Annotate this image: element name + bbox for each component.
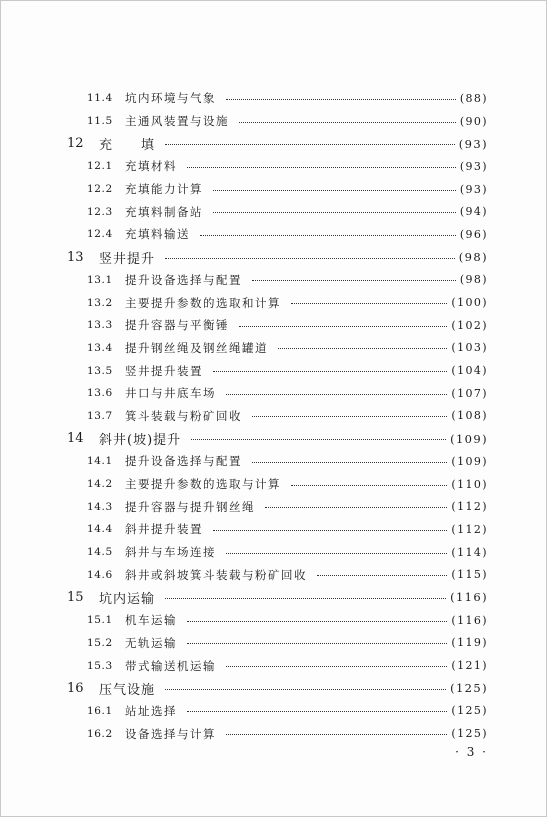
toc-entry-title: 充填能力计算 <box>125 182 203 197</box>
toc-section-row <box>1 87 546 110</box>
toc-section-row <box>1 722 546 745</box>
toc-chapter-row <box>1 132 546 155</box>
toc-entry-title: 斜井提升装置 <box>125 522 203 537</box>
toc-entry-title: 提升容器与平衡锤 <box>125 318 229 333</box>
toc-entry-number: 11.5 <box>87 115 113 128</box>
toc-section-row <box>1 200 546 223</box>
toc-entry-title: 主要提升参数的选取和计算 <box>125 295 281 310</box>
toc-entry-page: (109) <box>451 454 488 468</box>
toc-section-row <box>1 223 546 246</box>
toc-entry-title: 竖井提升 <box>99 251 156 267</box>
toc-entry-page: (93) <box>458 136 488 151</box>
dot-leader <box>200 235 456 236</box>
toc-entry-title: 主通风装置与设施 <box>125 114 229 129</box>
dot-leader <box>165 689 446 690</box>
toc-entry-page: (94) <box>459 205 488 219</box>
dot-leader <box>226 734 447 735</box>
toc-section-row <box>1 110 546 133</box>
dot-leader <box>226 394 447 395</box>
toc-section-row <box>1 632 546 655</box>
toc-section-row <box>1 269 546 292</box>
dot-leader <box>213 212 456 213</box>
page-number: · 3 · <box>455 745 488 759</box>
dot-leader <box>187 167 456 168</box>
toc-entry-number: 14.1 <box>87 455 113 468</box>
toc-entry-number: 13.6 <box>87 387 113 400</box>
toc-entry-title: 充填料制备站 <box>125 204 203 219</box>
dot-leader <box>252 416 447 417</box>
toc-entry-title: 充 填 <box>99 138 156 154</box>
toc-entry-number: 15 <box>67 589 84 605</box>
toc-section-row <box>1 473 546 496</box>
toc-entry-page: (116) <box>450 590 488 605</box>
toc-entry-number: 14.3 <box>87 500 113 513</box>
toc-entry-page: (125) <box>451 704 488 718</box>
toc-entry-number: 16.2 <box>87 727 113 740</box>
toc-entry-page: (90) <box>459 114 488 128</box>
dot-leader <box>213 530 447 531</box>
toc-entry-page: (98) <box>459 273 488 287</box>
dot-leader <box>165 598 446 599</box>
toc-entry-number: 15.2 <box>87 636 113 649</box>
toc-entry-page: (119) <box>451 636 488 650</box>
dot-leader <box>317 575 447 576</box>
toc-entry-title: 坑内运输 <box>99 591 156 607</box>
toc-entry-page: (109) <box>450 431 488 446</box>
toc-entry-number: 12.1 <box>87 160 113 173</box>
dot-leader <box>226 666 447 667</box>
toc-entry-title: 机车运输 <box>125 613 177 628</box>
toc-entry-title: 井口与井底车场 <box>125 386 216 401</box>
toc-entry-number: 11.4 <box>87 92 113 105</box>
toc-entry-page: (88) <box>459 91 488 105</box>
toc-entry-title: 充填材料 <box>125 159 177 174</box>
toc-entry-page: (93) <box>459 182 488 196</box>
toc-entry-title: 竖井提升装置 <box>125 363 203 378</box>
toc-entry-number: 13.4 <box>87 341 113 354</box>
toc-entry-number: 15.1 <box>87 614 113 627</box>
toc-entry-number: 14.2 <box>87 478 113 491</box>
toc-entry-number: 13.3 <box>87 319 113 332</box>
toc-entry-title: 主要提升参数的选取与计算 <box>125 477 281 492</box>
toc-section-row <box>1 337 546 360</box>
toc-entry-page: (121) <box>451 659 488 673</box>
toc-section-row <box>1 405 546 428</box>
toc-entry-page: (125) <box>451 727 488 741</box>
toc-entry-number: 12 <box>67 136 84 152</box>
toc-chapter-row <box>1 427 546 450</box>
dot-leader <box>252 280 456 281</box>
toc-entry-page: (103) <box>451 341 488 355</box>
toc-entry-page: (96) <box>459 227 488 241</box>
dot-leader <box>191 439 446 440</box>
toc-entry-page: (112) <box>451 522 488 536</box>
toc-section-row <box>1 654 546 677</box>
toc-chapter-row <box>1 586 546 609</box>
toc-chapter-row <box>1 677 546 700</box>
toc-section-row <box>1 382 546 405</box>
toc-section-row <box>1 450 546 473</box>
toc-entry-title: 设备选择与计算 <box>125 726 216 741</box>
dot-leader <box>278 348 447 349</box>
toc-entry-page: (110) <box>451 477 488 491</box>
dot-leader <box>252 462 447 463</box>
dot-leader <box>239 326 447 327</box>
toc-entry-page: (104) <box>451 364 488 378</box>
toc-entry-page: (107) <box>451 386 488 400</box>
toc-entry-title: 斜井(坡)提升 <box>99 433 182 449</box>
toc-entry-title: 无轨运输 <box>125 635 177 650</box>
toc-section-row <box>1 291 546 314</box>
toc-section-row <box>1 700 546 723</box>
toc-entry-number: 14 <box>67 431 84 447</box>
dot-leader <box>187 621 447 622</box>
toc-entry-page: (112) <box>451 500 488 514</box>
toc-entry-page: (93) <box>459 159 488 173</box>
toc-entry-number: 14.6 <box>87 568 113 581</box>
toc-entry-number: 16.1 <box>87 704 113 717</box>
toc-entry-page: (102) <box>451 318 488 332</box>
toc-entry-number: 16 <box>67 680 84 696</box>
toc-entry-number: 12.4 <box>87 228 113 241</box>
toc-entry-page: (108) <box>451 409 488 423</box>
dot-leader <box>165 258 455 259</box>
toc-entry-page: (98) <box>458 250 488 265</box>
toc-entry-title: 斜井或斜坡箕斗装载与粉矿回收 <box>125 567 307 582</box>
toc-entry-number: 13.5 <box>87 364 113 377</box>
toc-entry-title: 箕斗装载与粉矿回收 <box>125 408 242 423</box>
toc-entry-page: (100) <box>451 296 488 310</box>
toc-entry-page: (114) <box>451 545 488 559</box>
toc-entry-title: 提升容器与提升钢丝绳 <box>125 499 255 514</box>
toc-entry-number: 12.2 <box>87 183 113 196</box>
toc-section-row <box>1 563 546 586</box>
toc-entry-title: 斜井与车场连接 <box>125 545 216 560</box>
dot-leader <box>226 99 456 100</box>
toc-section-row <box>1 155 546 178</box>
dot-leader <box>187 643 447 644</box>
dot-leader <box>239 122 456 123</box>
toc-entry-title: 提升设备选择与配置 <box>125 454 242 469</box>
dot-leader <box>291 303 447 304</box>
dot-leader <box>226 553 447 554</box>
toc-entry-title: 压气设施 <box>99 682 156 698</box>
toc-entry-title: 充填料输送 <box>125 227 190 242</box>
toc-entry-title: 提升设备选择与配置 <box>125 272 242 287</box>
toc-section-row <box>1 359 546 382</box>
toc-section-row <box>1 314 546 337</box>
toc-section-row <box>1 541 546 564</box>
toc-entry-title: 带式输送机运输 <box>125 658 216 673</box>
toc-entry-page: (125) <box>450 681 488 696</box>
toc-entry-title: 坑内环境与气象 <box>125 91 216 106</box>
toc-entry-number: 15.3 <box>87 659 113 672</box>
toc-entry-number: 13.7 <box>87 409 113 422</box>
toc-entry-number: 14.4 <box>87 523 113 536</box>
dot-leader <box>165 144 455 145</box>
toc-entry-number: 13 <box>67 249 84 265</box>
toc-section-row <box>1 178 546 201</box>
table-of-contents <box>1 87 546 745</box>
toc-entry-number: 13.1 <box>87 273 113 286</box>
toc-section-row <box>1 495 546 518</box>
dot-leader <box>291 485 447 486</box>
toc-entry-title: 提升钢丝绳及钢丝绳罐道 <box>125 340 268 355</box>
toc-entry-page: (115) <box>451 568 488 582</box>
dot-leader <box>187 711 447 712</box>
toc-section-row <box>1 609 546 632</box>
dot-leader <box>265 507 447 508</box>
toc-section-row <box>1 518 546 541</box>
toc-entry-number: 14.5 <box>87 546 113 559</box>
dot-leader <box>213 190 456 191</box>
toc-chapter-row <box>1 246 546 269</box>
toc-entry-title: 站址选择 <box>125 703 177 718</box>
toc-entry-number: 13.2 <box>87 296 113 309</box>
toc-entry-page: (116) <box>451 613 488 627</box>
dot-leader <box>213 371 447 372</box>
toc-entry-number: 12.3 <box>87 205 113 218</box>
